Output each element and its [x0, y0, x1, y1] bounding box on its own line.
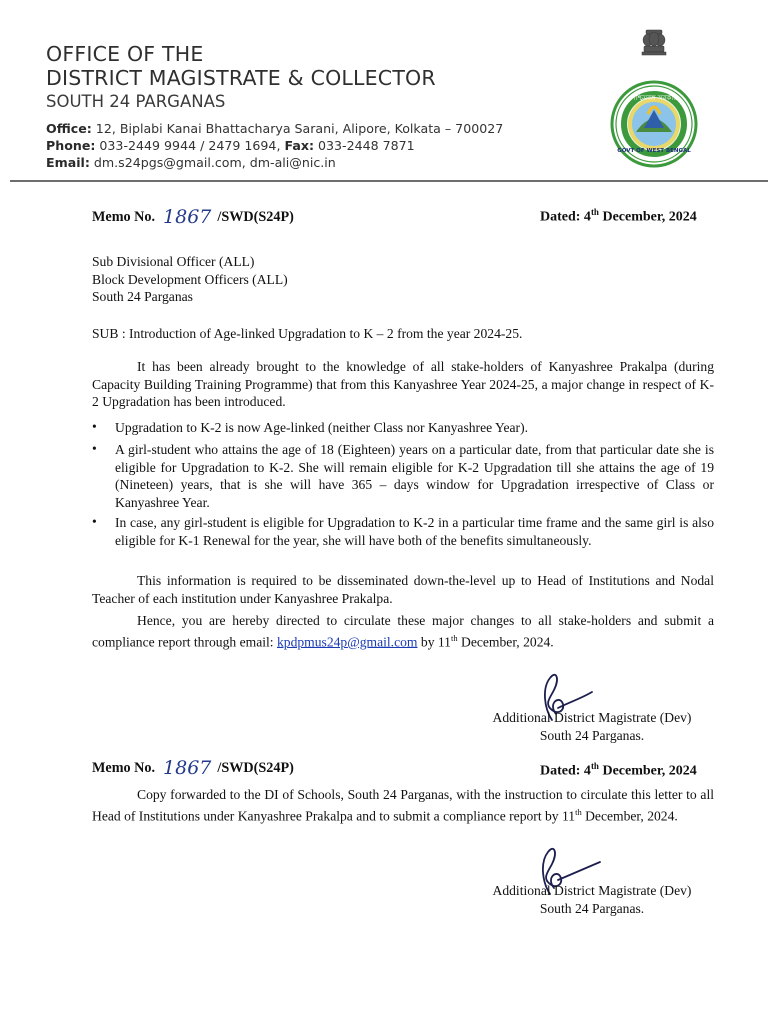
office-title-line2: DISTRICT MAGISTRATE & COLLECTOR: [46, 66, 436, 90]
office-phone: [46, 138, 415, 153]
office-email: [46, 155, 336, 170]
bullet-marker: •: [92, 441, 97, 456]
memo-handwritten-number: 1867: [163, 757, 212, 779]
signatory-designation: Additional District Magistrate (Dev): [492, 883, 692, 898]
memo-suffix: /SWD(S24P): [217, 760, 294, 776]
memo-handwritten-number: 1867: [163, 206, 212, 228]
signatory-district: South 24 Parganas.: [539, 900, 645, 916]
bullet-item-2: A girl-student who attains the age of 18 (Eighteen) years on a particular date, from that particular date she is eligible for Upgradation to K-2. She will remain eligible for K-2 Upgradation till she attains the age of 19 (Nineteen) years, that is she will have 365 – days window for Upgradation irrespective of Class or Kanyashree Year.: [115, 442, 714, 510]
memo-number-2: [92, 757, 294, 779]
copy-forward-text: Copy forwarded to the DI of Schools, South 24 Parganas, with the instruction to circulate this letter to all Head of Institutions under Kanyashree Prakalpa and to submit a compliance report by 11: [92, 787, 714, 824]
bullet-item-1: Upgradation to K-2 is now Age-linked (neither Class nor Kanyashree Year).: [115, 420, 529, 435]
phone-label: Phone:: [46, 138, 96, 153]
date-sup: th: [590, 207, 599, 217]
intro-paragraph: It has been already brought to the knowledge of all stake-holders of Kanyashree Prakalpa (during Capacity Building Training Programme) that from this Kanyashree Year 2024-25, a major change in respect of K-2 Upgradation has been introduced.: [92, 359, 714, 409]
phone-value: 033-2449 9944 / 2479 1694,: [95, 138, 285, 153]
office-address: [46, 121, 503, 136]
date-sup: th: [590, 761, 599, 771]
subject-line: SUB : Introduction of Age-linked Upgradation to K – 2 from the year 2024-25.: [92, 326, 523, 341]
date-rest: December, 2024: [598, 209, 697, 225]
bullet-marker: •: [92, 419, 97, 434]
office-title-line3: SOUTH 24 PARGANAS: [46, 92, 226, 111]
govt-west-bengal-emblem: [606, 28, 702, 172]
bullet-marker: •: [92, 514, 97, 529]
directive-paragraph: [92, 612, 714, 651]
fax-label: Fax:: [284, 138, 314, 153]
bullet-item-3: In case, any girl-student is eligible for Upgradation to K-2 in a particular time frame and the same girl is also eligible for K-1 Renewal for the year, she will have both of the benefits simultaneously.: [115, 515, 714, 548]
emblem-bottom-text: GOVT OF WEST BENGAL: [617, 148, 691, 154]
office-title-line1: OFFICE OF THE: [46, 42, 204, 66]
signature-block-1: [462, 709, 722, 744]
date-label: Dated: 4: [540, 763, 591, 779]
deadline-sup: th: [450, 632, 458, 643]
addressee-block: [92, 253, 288, 306]
ashoka-emblem-icon: [642, 30, 666, 55]
copy-sup: th: [575, 806, 582, 817]
office-value: 12, Biplabi Kanai Bhattacharya Sarani, Alipore, Kolkata – 700027: [91, 121, 504, 136]
directive-deadline: by 11: [417, 634, 451, 650]
header-divider: [10, 180, 768, 182]
emblem-top-text: পশ্চিমবঙ্গ সরকার: [630, 94, 678, 102]
email-label: Email:: [46, 155, 90, 170]
directive-deadline-end: December, 2024.: [457, 634, 554, 650]
dissemination-paragraph: This information is required to be disseminated down-the-level up to Head of Institutions and Nodal Teacher of each institution under Kanyashree Prakalpa.: [92, 573, 714, 606]
date-label: Dated: 4: [540, 209, 591, 225]
signatory-district: South 24 Parganas.: [539, 727, 645, 743]
addressee-line: South 24 Parganas: [92, 289, 193, 304]
signature-block-2: [462, 882, 722, 917]
email-value: dm.s24pgs@gmail.com, dm-ali@nic.in: [89, 155, 336, 170]
addressee-line: Sub Divisional Officer (ALL): [92, 254, 255, 269]
memo-number-1: [92, 206, 294, 228]
date-rest: December, 2024: [598, 763, 697, 779]
addressee-line: Block Development Officers (ALL): [92, 271, 288, 287]
signatory-designation: Additional District Magistrate (Dev): [492, 710, 692, 725]
memo-date-1: [540, 207, 697, 226]
directive-text: Hence, you are hereby directed to circulate these major changes to all stake-holders and submit a compliance report through email:: [92, 613, 714, 650]
memo-label: Memo No.: [92, 760, 156, 776]
fax-value: 033-2448 7871: [314, 138, 415, 153]
compliance-email-link[interactable]: kpdpmus24p@gmail.com: [276, 634, 418, 650]
memo-label: Memo No.: [92, 209, 156, 225]
memo-suffix: /SWD(S24P): [217, 209, 294, 225]
copy-forward-end: December, 2024.: [581, 808, 678, 824]
memo-date-2: [540, 761, 697, 780]
office-label: Office:: [46, 121, 92, 136]
copy-forward-paragraph: [92, 786, 714, 825]
